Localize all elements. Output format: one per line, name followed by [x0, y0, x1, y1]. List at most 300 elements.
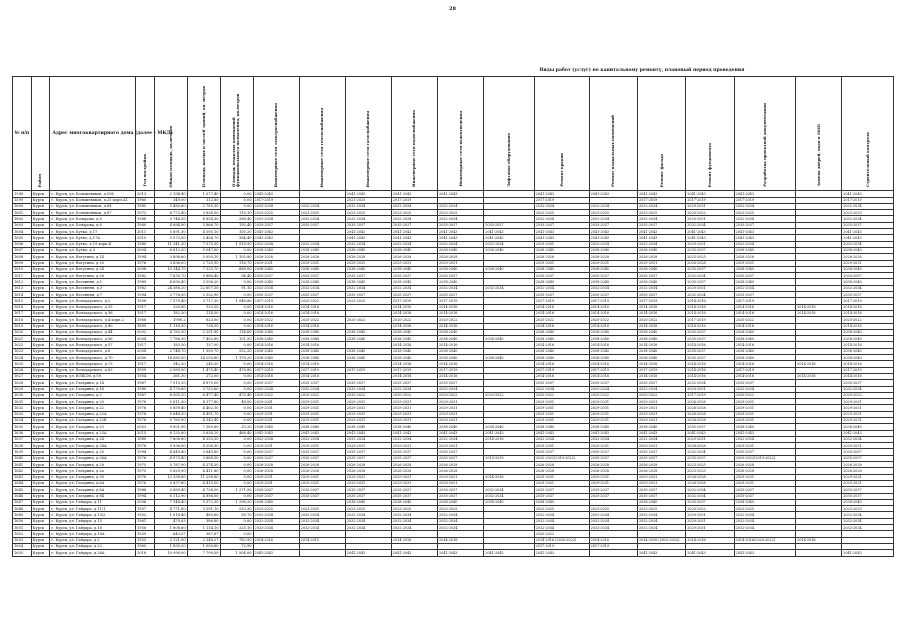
table-cell: 2029-2031 — [345, 443, 391, 449]
table-cell: 2038-2040 — [534, 499, 589, 505]
table-cell: 1978 — [136, 443, 155, 449]
table-cell: 1598 — [13, 191, 32, 197]
table-cell: 2026-2028 — [345, 254, 391, 260]
table-cell: 2032-2034 — [637, 518, 685, 524]
table-cell: 2032-2034 — [484, 487, 535, 493]
table-cell: Курск — [31, 512, 50, 518]
table-cell: 2041-2043 — [345, 550, 391, 556]
table-cell: 2017-2019 — [253, 197, 299, 203]
table-cell: 1603 — [13, 222, 32, 228]
table-cell: 2035-2037 — [253, 487, 299, 493]
table-cell: 2029-2031 — [734, 260, 796, 266]
column-header — [842, 77, 894, 191]
table-cell: г. Курск, ул. Володарского, д.56 — [50, 336, 136, 342]
table-cell: 7 515,30 — [154, 380, 187, 386]
table-cell: 114,50 — [187, 310, 220, 316]
table-cell: 14 250,80 — [187, 355, 220, 361]
table-cell: 288,40 — [220, 216, 253, 222]
table-cell: 2014-2016 — [484, 474, 535, 480]
table-cell: 225,10 — [220, 525, 253, 531]
table-cell: 475,40 — [220, 392, 253, 398]
table-cell: г. Курск, ул. Гагарина, д.30 — [50, 474, 136, 480]
table-cell: 2035-2037 — [686, 266, 734, 272]
table-cell: 2017-2019 — [534, 367, 589, 373]
table-cell: 2023-2025 — [686, 462, 734, 468]
table-cell: 2038-2040 — [637, 329, 685, 335]
table-cell: 2032-2034 — [734, 203, 796, 209]
table-cell: Курск — [31, 373, 50, 379]
table-cell: 2032-2034 — [345, 436, 391, 442]
table-cell: 261,30 — [154, 373, 187, 379]
table-cell: 2026-2028 — [637, 462, 685, 468]
table-cell: Курск — [31, 229, 50, 235]
table-cell: 4 595,10 — [187, 229, 220, 235]
table-cell: 2014-2016 — [686, 367, 734, 373]
table-cell: 1994 — [136, 292, 155, 298]
table-cell: 0,00 — [220, 317, 253, 323]
table-cell: 2038-2040 — [438, 355, 484, 361]
table-cell: 1972 — [136, 210, 155, 216]
column-header — [796, 77, 842, 191]
table-cell: 48,00 — [220, 399, 253, 405]
table-cell: Курск — [31, 317, 50, 323]
table-cell: 1976 — [136, 260, 155, 266]
table-cell: Курск — [31, 254, 50, 260]
table-cell: 2032-2034 — [686, 222, 734, 228]
table-cell: Курск — [31, 468, 50, 474]
table-cell: 2041-2043 — [686, 229, 734, 235]
table-cell: 7 799,50 — [187, 550, 220, 556]
table-cell: 2014-2016 — [686, 298, 734, 304]
table-cell: 2032-2034 — [345, 216, 391, 222]
table-cell: 2035-2037 — [637, 222, 685, 228]
table-cell: 2020-2022 — [686, 210, 734, 216]
table-cell: 1957 — [136, 506, 155, 512]
table-cell: 2032-2034 — [534, 386, 589, 392]
table-cell: 2017-2019 — [391, 197, 437, 203]
table-cell: 1616 — [13, 304, 32, 310]
table-cell: 2032-2034 — [589, 512, 637, 518]
table-cell: 2023-2025 — [734, 210, 796, 216]
table-cell: Курск — [31, 462, 50, 468]
column-header — [734, 77, 796, 191]
table-cell: г. Курск, ул. Бутко, д.19 корп.Б — [50, 241, 136, 247]
table-cell: г. Курск, ул. Володарского, д.83 — [50, 367, 136, 373]
table-cell: 2038-2040 — [734, 424, 796, 430]
table-cell: 2041-2043 — [391, 235, 437, 241]
table-cell: 2041-2043 — [253, 550, 299, 556]
table-cell: 2035-2037 — [637, 455, 685, 461]
table-cell: 2020-2022 — [534, 531, 589, 537]
table-cell: 3 121,00 — [154, 537, 187, 543]
table-cell: 2015 — [136, 430, 155, 436]
table-cell: Курск — [31, 367, 50, 373]
table-cell: 2032-2034 — [391, 386, 437, 392]
table-cell: 5 572,30 — [187, 499, 220, 505]
table-cell: 2032-2034 — [842, 512, 894, 518]
table-cell: 2029-2031 — [589, 405, 637, 411]
table-cell: 2032-2034 — [438, 512, 484, 518]
table-cell: 2032-2034 — [438, 525, 484, 531]
table-cell: г. Курск, ул. Гагарина, д.23 — [50, 424, 136, 430]
table-cell: 2020-2022 — [534, 317, 589, 323]
table-cell: 2035-2037 — [842, 455, 894, 461]
table-cell: 1980 — [136, 436, 155, 442]
table-cell: 2035-2037 — [589, 455, 637, 461]
table-cell: 2038-2040 — [534, 336, 589, 342]
table-cell: 5 760,90 — [154, 417, 187, 423]
table-cell: г. Курск, ул. Весенняя, д.1 — [50, 279, 136, 285]
table-cell: 4 343,40 — [187, 417, 220, 423]
table-cell: 2038-2040 — [734, 329, 796, 335]
table-cell: 2032-2034 — [589, 241, 637, 247]
table-cell: 2041-2043 — [589, 229, 637, 235]
table-cell: 2038-2040 — [734, 348, 796, 354]
table-cell: 1655 — [13, 550, 32, 556]
table-cell: 7 144,40 — [154, 499, 187, 505]
table-cell: 1958 — [136, 298, 155, 304]
table-cell: 2014-2016 — [589, 304, 637, 310]
table-cell: 2038-2040 — [391, 336, 437, 342]
table-cell: 2020-2022(2019-2022) — [534, 455, 589, 461]
table-cell: 1994 — [136, 449, 155, 455]
table-cell: г. Курск, ул. Володарского, д.57 — [50, 342, 136, 348]
table-cell: 2038-2040 — [253, 348, 299, 354]
table-cell: 1614 — [13, 292, 32, 298]
table-cell: 5 050,10 — [187, 254, 220, 260]
table-cell: 2032-2034 — [345, 512, 391, 518]
table-cell: 2032-2034 — [391, 241, 437, 247]
table-cell: 2017-2019 — [637, 298, 685, 304]
table-cell: 11 258,80 — [187, 474, 220, 480]
table-cell: 2026-2028 — [686, 417, 734, 423]
table-cell: 2041-2043 — [534, 235, 589, 241]
table-cell: 2032-2034 — [253, 436, 299, 442]
table-cell: 2035-2037 — [299, 222, 345, 228]
table-cell: 8 256,30 — [187, 443, 220, 449]
column-header-label: Ремонт фундамента — [706, 142, 712, 187]
table-cell: 2041-2043 — [686, 430, 734, 436]
table-cell: 2014-2016 — [589, 323, 637, 329]
table-cell: 0,00 — [220, 310, 253, 316]
table-cell: 2041-2043 — [842, 550, 894, 556]
table-cell: 2038-2040 — [299, 279, 345, 285]
table-cell: 2023-2025 — [345, 197, 391, 203]
table-cell: 3 838,50 — [187, 210, 220, 216]
table-cell: 2038-2040 — [484, 355, 535, 361]
table-cell: 0,00 — [220, 197, 253, 203]
table-cell: 2041-2043 — [299, 430, 345, 436]
table-cell: 2020-2022 — [345, 317, 391, 323]
table-cell: 4 973,40 — [154, 455, 187, 461]
table-cell: 2035-2037 — [345, 455, 391, 461]
table-cell: 2032-2034 — [686, 449, 734, 455]
table-cell: Курск — [31, 216, 50, 222]
table-cell: 2032-2034 — [637, 285, 685, 291]
table-cell: 2014-2016 — [637, 361, 685, 367]
table-cell: 2 589,50 — [154, 367, 187, 373]
table-cell: 2 194,40 — [154, 191, 187, 197]
table-cell: 2032-2034 — [299, 285, 345, 291]
table-cell: г. Курск, ул. Ватутина, д.20 — [50, 260, 136, 266]
table-cell: 2032-2034 — [734, 386, 796, 392]
table-cell: 2013 — [136, 191, 155, 197]
table-cell: 2020-2022 — [484, 392, 535, 398]
table-cell: 2023-2025 — [534, 506, 589, 512]
table-cell: 2017-2019 — [438, 298, 484, 304]
table-cell: 2041-2043 — [734, 229, 796, 235]
table-cell: Курск — [31, 348, 50, 354]
table-cell: Курск — [31, 241, 50, 247]
table-cell: 2032-2034 — [253, 518, 299, 524]
table-cell: 2035-2037 — [842, 292, 894, 298]
table-cell: 2020-2022 — [391, 317, 437, 323]
table-cell: 1976 — [136, 417, 155, 423]
table-cell: 1605 — [13, 235, 32, 241]
table-cell: 22 807,30 — [187, 285, 220, 291]
table-cell: 2011 — [136, 229, 155, 235]
table-cell: Курск — [31, 550, 50, 556]
table-cell: 2014-2016 — [534, 323, 589, 329]
table-cell: 2014-2016 — [299, 361, 345, 367]
column-header — [13, 77, 32, 191]
table-cell: 2035-2037 — [686, 455, 734, 461]
table-cell: 2020-2022 — [734, 317, 796, 323]
table-cell: 2038-2040 — [391, 279, 437, 285]
table-cell: 2038-2040 — [637, 499, 685, 505]
table-cell: 2035-2037 — [637, 493, 685, 499]
table-cell: 1633 — [13, 411, 32, 417]
table-cell: 2029-2031 — [534, 241, 589, 247]
table-cell: 2029-2031 — [391, 399, 437, 405]
table-cell: 2010 — [136, 235, 155, 241]
table-cell: 1619 — [13, 323, 32, 329]
table-cell: 2035-2037 — [637, 487, 685, 493]
table-cell: 2032-2034 — [637, 216, 685, 222]
table-cell: 2041-2043 — [438, 235, 484, 241]
table-cell: 0,00 — [220, 191, 253, 197]
table-cell: Курск — [31, 487, 50, 493]
table-cell: 384,40 — [220, 235, 253, 241]
table-cell: 0,00 — [220, 474, 253, 480]
table-cell: 1 296,20 — [220, 499, 253, 505]
table-cell: 2014-2016 — [438, 373, 484, 379]
table-cell: г. Курск, ул. Гагарина, д.28 — [50, 462, 136, 468]
table-cell: 5 837,80 — [154, 480, 187, 486]
table-cell: 2035-2037 — [299, 487, 345, 493]
table-cell: 1637 — [13, 436, 32, 442]
table-cell: 7 608,80 — [154, 436, 187, 442]
table-cell: 2020-2022 — [299, 317, 345, 323]
column-header-label: Год постройки — [141, 154, 147, 187]
table-cell: 2029-2031 — [637, 399, 685, 405]
table-cell: 4 690,40 — [154, 279, 187, 285]
table-cell: Курск — [31, 279, 50, 285]
table-cell: Курск — [31, 480, 50, 486]
table-cell: 2032-2034 — [734, 436, 796, 442]
table-cell: 2014-2016 — [796, 373, 842, 379]
table-cell: 220,80 — [154, 304, 187, 310]
table-cell: 0,00 — [220, 292, 253, 298]
table-cell: 7 492,80 — [187, 336, 220, 342]
table-cell: 2014-2016 — [637, 304, 685, 310]
table-cell: 2041-2043 — [686, 191, 734, 197]
table-cell: г. Курск, ул. Володарского, д.36 — [50, 310, 136, 316]
table-cell: 2026-2028 — [589, 462, 637, 468]
table-cell: 2017-2019 — [534, 197, 589, 203]
table-cell: 1899 — [136, 323, 155, 329]
table-cell: 2020-2022 — [438, 392, 484, 398]
table-cell: 1988 — [136, 216, 155, 222]
table-cell: 2038-2040 — [484, 336, 535, 342]
table-cell: г. Курск, ул. Гагарина, д.26А — [50, 455, 136, 461]
table-cell: 2035-2037 — [391, 292, 437, 298]
table-cell: Курск — [31, 506, 50, 512]
table-cell: 1626 — [13, 367, 32, 373]
table-cell: 2035-2037 — [345, 273, 391, 279]
table-cell: 2014-2016 — [589, 342, 637, 348]
table-cell: 2014-2016 — [734, 304, 796, 310]
table-cell: 2020-2022(2019-2022) — [734, 455, 796, 461]
table-cell: 5 047,60 — [187, 247, 220, 253]
table-cell: 2029-2031 — [391, 260, 437, 266]
table-cell: 0,00 — [220, 411, 253, 417]
table-cell: 2038-2040 — [589, 336, 637, 342]
table-cell: 520,30 — [220, 506, 253, 512]
table-cell: 1622 — [13, 342, 32, 348]
table-cell: 2032-2034 — [589, 436, 637, 442]
table-cell: 2038-2040 — [734, 355, 796, 361]
table-cell: 2038-2040 — [253, 279, 299, 285]
table-cell: 3 866,70 — [187, 222, 220, 228]
table-cell: 2035-2037 — [534, 273, 589, 279]
table-cell: 1643 — [13, 474, 32, 480]
table-cell: 2041-2043 — [391, 430, 437, 436]
column-header-label: Лифтовое оборудование — [505, 132, 511, 187]
table-cell: 2038-2040 — [534, 266, 589, 272]
table-cell: 2029-2031 — [842, 405, 894, 411]
table-cell: 2041-2043 — [842, 191, 894, 197]
table-cell: 2032-2034 — [438, 386, 484, 392]
table-cell: Курск — [31, 336, 50, 342]
table-cell: Курск — [31, 436, 50, 442]
table-cell: 2032-2034 — [842, 203, 894, 209]
table-cell: 2035-2037 — [589, 273, 637, 279]
table-cell: 2014-2016 — [686, 373, 734, 379]
table-cell: 91,10 — [220, 285, 253, 291]
table-cell: 2014-2016 — [534, 342, 589, 348]
table-cell: 2029-2031 — [637, 405, 685, 411]
table-cell: 2038-2040 — [299, 424, 345, 430]
table-cell: 2017-2019 — [345, 367, 391, 373]
table-header — [13, 77, 894, 191]
table-cell: 182,30 — [154, 310, 187, 316]
table-cell: 2032-2034 — [391, 203, 437, 209]
table-cell: 2038-2040 — [534, 329, 589, 335]
table-cell: 2020-2022 — [734, 392, 796, 398]
table-cell: 2 291,80 — [187, 329, 220, 335]
table-cell: 2032-2034 — [438, 241, 484, 247]
table-cell: 1640 — [13, 455, 32, 461]
table-cell: 2020-2022 — [438, 317, 484, 323]
table-cell: 2035-2037 — [391, 222, 437, 228]
table-cell: 686,00 — [220, 266, 253, 272]
table-cell: 1 475,40 — [187, 367, 220, 373]
table-cell: 2029-2031 — [534, 411, 589, 417]
table-cell: 2032-2034 — [637, 512, 685, 518]
table-cell: 2038-2040 — [299, 336, 345, 342]
table-cell: Курск — [31, 310, 50, 316]
table-cell: 2032-2034 — [484, 241, 535, 247]
table-cell: Курск — [31, 342, 50, 348]
table-cell: 2041-2043 — [253, 191, 299, 197]
table-cell: 2023-2025 — [734, 506, 796, 512]
table-cell: 736,50 — [187, 323, 220, 329]
table-cell: 2035-2037 — [345, 222, 391, 228]
table-cell: 2014-2016 — [734, 373, 796, 379]
table-cell: 2023-2025 — [253, 506, 299, 512]
table-cell: 2032-2034 — [589, 386, 637, 392]
table-cell: 2003 — [136, 424, 155, 430]
table-cell: 2017-2019 — [686, 392, 734, 398]
table-cell: 5 787,90 — [154, 462, 187, 468]
table-cell: 2029-2031 — [842, 411, 894, 417]
table-cell: 1965 — [136, 543, 155, 549]
table-cell: г. Курск, ул. Гайдара, д.26А — [50, 550, 136, 556]
table-cell: 2038-2040 — [438, 348, 484, 354]
table-cell: 2017-2019 — [391, 367, 437, 373]
table-cell: 2029-2031 — [686, 203, 734, 209]
table-cell: Курск — [31, 260, 50, 266]
table-cell: 2017-2019 — [734, 298, 796, 304]
table-cell: 2032-2034 — [842, 386, 894, 392]
table-cell: 2029-2031 — [842, 474, 894, 480]
table-cell: 1652 — [13, 531, 32, 537]
table-cell: 2038-2040 — [734, 247, 796, 253]
table-cell: 2014-2016 — [796, 310, 842, 316]
table-cell: 2035-2037 — [253, 380, 299, 386]
table-cell: 2038-2040 — [345, 355, 391, 361]
table-cell: 2026-2028 — [734, 462, 796, 468]
table-cell: 0,00 — [220, 203, 253, 209]
table-cell: 1636 — [13, 430, 32, 436]
table-cell: 4 896,00 — [187, 493, 220, 499]
table-cell: 2026-2028 — [637, 254, 685, 260]
table-cell: 1994 — [136, 254, 155, 260]
table-cell: 1613 — [13, 285, 32, 291]
table-cell: 2017-2019 — [534, 298, 589, 304]
table-cell: 2026-2028 — [438, 462, 484, 468]
table-cell: г. Курск, ул. Гайдара, д.11 — [50, 499, 136, 505]
table-cell: 2038-2040 — [637, 355, 685, 361]
table-cell: 2017-2019 — [534, 543, 589, 549]
table-cell: 2038-2040 — [734, 499, 796, 505]
table-cell: г. Курск, ул. Бутко, д.17А — [50, 235, 136, 241]
table-cell: 2032-2034 — [534, 518, 589, 524]
table-cell: 2038-2040 — [734, 266, 796, 272]
table-cell: 6 112,90 — [154, 493, 187, 499]
table-cell: 2035-2037 — [299, 292, 345, 298]
table-cell: 1 990,70 — [187, 348, 220, 354]
table-cell: 1975 — [136, 468, 155, 474]
table-cell: 2038-2040 — [391, 329, 437, 335]
table-cell: 183,50 — [154, 342, 187, 348]
table-cell: г. Курск, ул. Гагарина, д.20 — [50, 399, 136, 405]
table-cell: 2041-2043 — [484, 235, 535, 241]
table-cell: 2035-2037 — [299, 273, 345, 279]
table-cell: 2029-2031 — [637, 417, 685, 423]
table-cell: 2032-2034 — [391, 525, 437, 531]
